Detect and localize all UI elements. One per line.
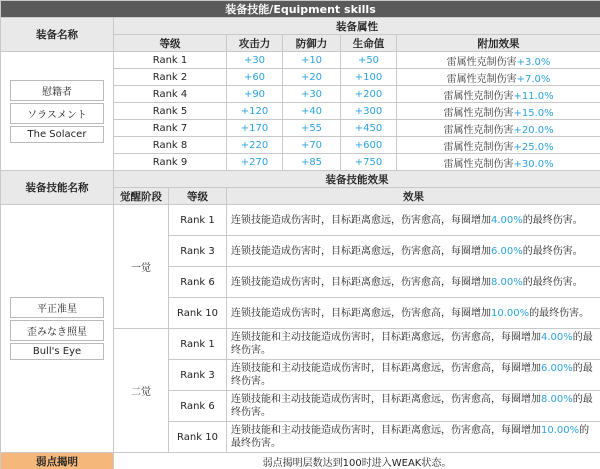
extra-effect [397, 154, 600, 171]
equip-name: 慰籍者 [10, 80, 104, 101]
skill-effect-value: 10.00% [491, 307, 530, 319]
awaken-stage: 一觉 [114, 205, 169, 329]
equip-row [1, 52, 600, 69]
def-header: 防御力 [283, 35, 341, 52]
def-value: +30 [283, 86, 341, 103]
atk-value: +60 [227, 69, 283, 86]
effect-header: 效果 [227, 188, 600, 205]
extra-effect-text: 雷属性克制伤害 [446, 56, 517, 68]
skill-effect-desc [227, 267, 600, 298]
page-title: 装备技能/Equipment skills [1, 1, 600, 18]
skill-rank: Rank 3 [169, 360, 227, 391]
skill-rank: Rank 6 [169, 391, 227, 422]
hp-value: +100 [341, 69, 397, 86]
skill-rank: Rank 1 [169, 205, 227, 236]
skill-effect-text: 连锁技能造成伤害时，目标距离愈远，伤害愈高，每圈增加 [231, 245, 491, 257]
equip-rank: Rank 8 [114, 137, 227, 154]
skill-effect-desc [227, 422, 600, 453]
skill-effect-desc [227, 298, 600, 329]
equip-rank: Rank 4 [114, 86, 227, 103]
skill-rank: Rank 1 [169, 329, 227, 360]
skill-effect-value: 4.00% [541, 332, 573, 343]
equip-name: The Solacer [10, 126, 104, 143]
equip-name: ソラスメント [10, 103, 104, 124]
skill-effect-suffix: 的最终伤害。 [529, 307, 590, 319]
skill-name: 歪みなき照星 [10, 320, 104, 341]
def-value: +85 [283, 154, 341, 171]
skill-effect-text: 连锁技能造成伤害时，目标距离愈远，伤害愈高，每圈增加 [231, 276, 491, 288]
skill-effect-value: 10.00% [541, 425, 580, 436]
skill-effect-text: 连锁技能造成伤害时，目标距离愈远，伤害愈高，每圈增加 [231, 214, 491, 226]
skill-rank: Rank 3 [169, 236, 227, 267]
weak-text: 弱点揭明层数达到100时进入WEAK状态。 [114, 453, 600, 469]
atk-header: 攻击力 [227, 35, 283, 52]
skill-name-cell [1, 205, 114, 453]
def-value: +40 [283, 103, 341, 120]
equip-rank: Rank 9 [114, 154, 227, 171]
skill-effect-desc [227, 360, 600, 391]
atk-value: +270 [227, 154, 283, 171]
extra-effect-value: +11.0% [513, 90, 554, 102]
atk-value: +220 [227, 137, 283, 154]
skill-effect-suffix: 的最终伤害。 [522, 245, 583, 257]
def-value: +70 [283, 137, 341, 154]
skill-effect-value: 6.00% [491, 245, 523, 257]
level-header: 等级 [114, 35, 227, 52]
extra-effect-text: 雷属性克制伤害 [443, 141, 514, 153]
extra-effect-text: 雷属性克制伤害 [443, 124, 514, 136]
extra-effect-value: +3.0% [516, 56, 551, 68]
extra-effect-text: 雷属性克制伤害 [443, 158, 514, 170]
hp-value: +300 [341, 103, 397, 120]
atk-value: +90 [227, 86, 283, 103]
hp-value: +750 [341, 154, 397, 171]
skill-row [1, 205, 600, 236]
def-value: +20 [283, 69, 341, 86]
skill-effect-value: 6.00% [541, 363, 573, 374]
skill-effect-text: 连锁技能和主动技能造成伤害时，目标距离愈远，伤害愈高，每圈增加 [231, 425, 541, 436]
skill-effect-desc [227, 329, 600, 360]
equip-rank: Rank 7 [114, 120, 227, 137]
skill-effect-header: 装备技能效果 [114, 171, 600, 188]
extra-effect-value: +30.0% [513, 158, 554, 170]
skill-effect-suffix: 的最终伤害。 [231, 363, 593, 387]
extra-effect [397, 137, 600, 154]
skill-effect-text: 连锁技能和主动技能造成伤害时，目标距离愈远，伤害愈高，每圈增加 [231, 363, 541, 374]
equip-name-header: 装备名称 [1, 18, 114, 52]
skill-rank: Rank 6 [169, 267, 227, 298]
extra-effect-text: 雷属性克制伤害 [443, 90, 514, 102]
skill-effect-desc [227, 236, 600, 267]
skill-effect-text: 连锁技能造成伤害时，目标距离愈远，伤害愈高，每圈增加 [231, 307, 491, 319]
skill-effect-value: 8.00% [541, 394, 573, 405]
atk-value: +30 [227, 52, 283, 69]
skill-effect-desc [227, 391, 600, 422]
skill-effect-value: 8.00% [491, 276, 523, 288]
def-value: +55 [283, 120, 341, 137]
skill-name: 平正准星 [10, 297, 104, 318]
extra-effect-value: +7.0% [516, 73, 551, 85]
extra-effect-text: 雷属性克制伤害 [446, 73, 517, 85]
skill-effect-suffix: 的最终伤害。 [231, 394, 593, 418]
skill-effect-text: 连锁技能和主动技能造成伤害时，目标距离愈远，伤害愈高，每圈增加 [231, 394, 541, 405]
extra-effect [397, 52, 600, 69]
skill-effect-suffix: 的最终伤害。 [522, 214, 583, 226]
hp-value: +200 [341, 86, 397, 103]
equip-rank: Rank 5 [114, 103, 227, 120]
skill-effect-suffix: 的最终伤害。 [522, 276, 583, 288]
awaken-header: 觉醒阶段 [114, 188, 169, 205]
extra-effect-value: +20.0% [513, 124, 554, 136]
hp-value: +450 [341, 120, 397, 137]
equip-name-cell [1, 52, 114, 171]
extra-effect-text: 雷属性克制伤害 [443, 107, 514, 119]
def-value: +10 [283, 52, 341, 69]
atk-value: +170 [227, 120, 283, 137]
skill-effect-suffix: 的最终伤害。 [231, 332, 593, 356]
hp-value: +50 [341, 52, 397, 69]
awaken-stage: 二觉 [114, 329, 169, 453]
weak-label: 弱点揭明 [1, 453, 114, 469]
extra-effect [397, 120, 600, 137]
skill-level-header: 等级 [169, 188, 227, 205]
extra-effect [397, 86, 600, 103]
extra-header: 附加效果 [397, 35, 600, 52]
skill-name: Bull's Eye [10, 343, 104, 360]
hp-value: +600 [341, 137, 397, 154]
extra-effect [397, 103, 600, 120]
skill-effect-text: 连锁技能和主动技能造成伤害时，目标距离愈远，伤害愈高，每圈增加 [231, 332, 541, 343]
skill-effect-value: 4.00% [491, 214, 523, 226]
hp-header: 生命值 [341, 35, 397, 52]
skill-rank: Rank 10 [169, 298, 227, 329]
skill-name-header: 装备技能名称 [1, 171, 114, 205]
extra-effect-value: +25.0% [513, 141, 554, 153]
extra-effect-value: +15.0% [513, 107, 554, 119]
skill-rank: Rank 10 [169, 422, 227, 453]
atk-value: +120 [227, 103, 283, 120]
skill-effect-desc [227, 205, 600, 236]
skill-effect-suffix: 的最终伤害。 [231, 425, 590, 449]
equip-rank: Rank 1 [114, 52, 227, 69]
extra-effect [397, 69, 600, 86]
equip-rank: Rank 2 [114, 69, 227, 86]
equip-attr-header: 装备属性 [114, 18, 600, 35]
